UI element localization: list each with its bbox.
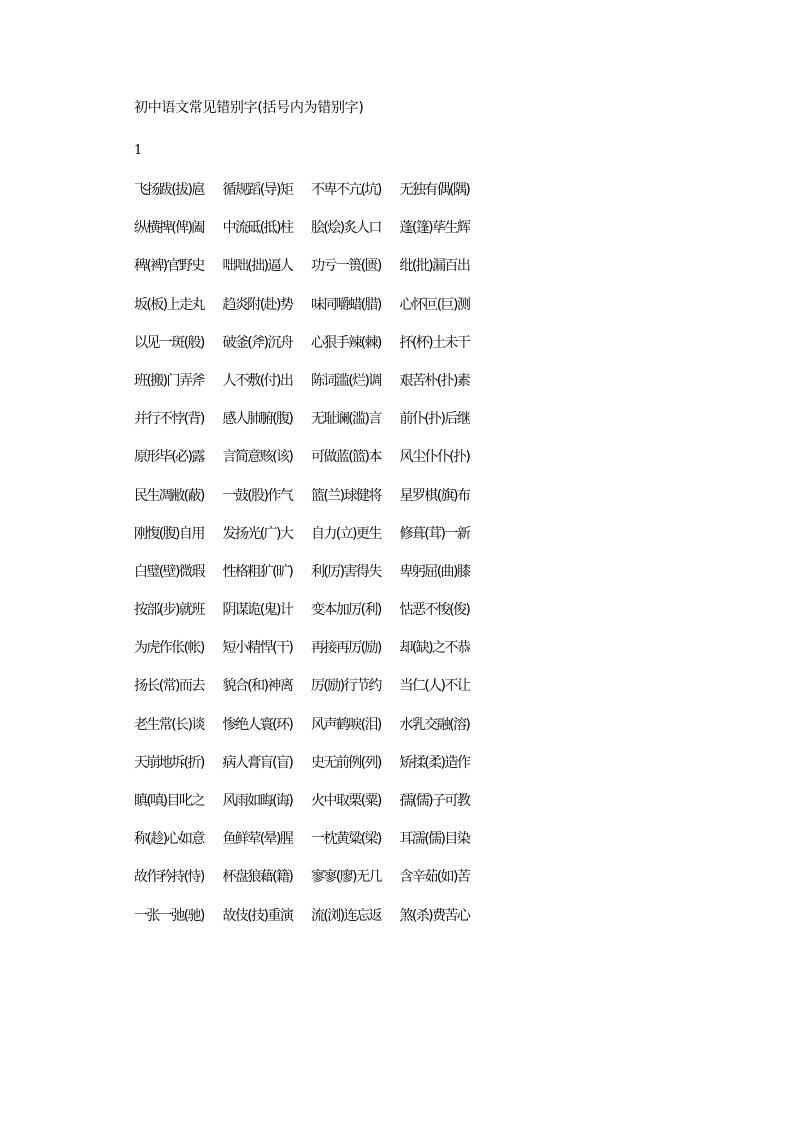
word-entry: 原形毕(必)露 <box>134 449 204 466</box>
word-entry: 病人膏肓(盲) <box>222 754 293 771</box>
word-entry: 心狠手辣(棘) <box>311 334 381 351</box>
word-entry: 无独有偶(隅) <box>399 182 470 198</box>
word-entry: 卑躬屈(曲)膝 <box>399 563 470 580</box>
word-entry: 天崩地坼(折) <box>134 754 204 771</box>
word-row <box>134 181 494 219</box>
word-entry: 变本加厉(利) <box>311 602 381 619</box>
word-row <box>134 219 494 257</box>
word-entry: 心怀叵(巨)测 <box>399 296 470 313</box>
word-entry: 咄咄(拙)逼人 <box>222 258 293 275</box>
word-entry: 火中取栗(粟) <box>311 793 381 809</box>
word-entry: 故作矜持(恃) <box>134 869 204 886</box>
word-row <box>134 487 494 525</box>
word-entry: 以见一斑(般) <box>134 334 204 351</box>
word-entry: 貌合(和)神离 <box>222 678 293 695</box>
word-entry: 鱼鲜荤(晕)腥 <box>222 831 293 848</box>
word-entry: 人不敷(付)出 <box>222 372 293 389</box>
word-entry: 纰(批)漏百出 <box>399 258 470 275</box>
word-row <box>134 410 494 448</box>
word-entry: 扬长(常)而去 <box>134 678 204 695</box>
word-entry: 孺(儒)子可教 <box>399 793 470 809</box>
word-entry: 怙恶不悛(俊) <box>399 602 470 619</box>
word-entry: 一枕黄粱(梁) <box>311 831 381 848</box>
word-row <box>134 716 494 754</box>
word-row <box>134 525 494 563</box>
word-entry: 循规蹈(导)矩 <box>222 182 293 198</box>
word-entry: 性格粗犷(旷) <box>222 563 293 580</box>
word-entry: 可做蓝(篮)本 <box>311 449 381 466</box>
word-entry: 水乳交融(溶) <box>399 716 470 733</box>
word-entry: 为虎作伥(帐) <box>134 640 204 657</box>
word-entry: 自力(立)更生 <box>311 525 381 542</box>
word-entry: 杯盘狼藉(籍) <box>222 869 293 886</box>
word-entry: 矫揉(柔)造作 <box>399 754 470 771</box>
word-entry: 一鼓(股)作气 <box>222 487 293 504</box>
word-row <box>134 639 494 677</box>
word-entry: 感人肺腑(腹) <box>222 411 293 428</box>
word-entry: 班(搬)门弄斧 <box>134 372 204 389</box>
word-entry: 味同嚼蜡(腊) <box>311 296 381 313</box>
word-entry: 发扬光(广)大 <box>222 525 293 542</box>
word-entry: 脍(烩)炙人口 <box>311 220 381 237</box>
word-row <box>134 563 494 601</box>
word-entry: 厉(励)行节约 <box>311 678 381 695</box>
word-row <box>134 907 494 945</box>
word-entry: 史无前例(列) <box>311 754 381 771</box>
word-row <box>134 372 494 410</box>
word-entry: 短小精悍(干) <box>222 640 293 657</box>
word-list <box>134 181 494 945</box>
word-entry: 蓬(篷)荜生辉 <box>399 220 470 237</box>
word-entry: 寥寥(廖)无几 <box>311 869 381 886</box>
word-row <box>134 754 494 792</box>
word-entry: 故伎(技)重演 <box>222 907 293 924</box>
word-entry: 煞(杀)费苦心 <box>399 907 470 924</box>
word-entry: 稗(裨)官野史 <box>134 258 204 275</box>
word-entry: 纵横捭(俾)阖 <box>134 220 204 237</box>
word-entry: 风尘仆仆(扑) <box>399 449 470 466</box>
word-entry: 刚愎(腹)自用 <box>134 525 204 542</box>
word-entry: 瞋(嗔)目叱之 <box>134 793 204 809</box>
word-entry: 前仆(扑)后继 <box>399 411 470 428</box>
word-row <box>134 257 494 295</box>
word-entry: 当仁(人)不让 <box>399 678 470 695</box>
word-entry: 破釜(斧)沉舟 <box>222 334 293 351</box>
word-row <box>134 448 494 486</box>
document-title: 初中语文常见错别字(括号内为错别字) <box>134 100 364 116</box>
word-entry: 功亏一篑(匮) <box>311 258 381 275</box>
word-entry: 飞扬跋(拔)扈 <box>134 182 204 198</box>
word-entry: 利(厉)害得失 <box>311 563 381 580</box>
word-entry: 民生凋敝(蔽) <box>134 487 204 504</box>
word-entry: 不卑不亢(坑) <box>311 182 381 198</box>
word-entry: 阴谋诡(鬼)计 <box>222 602 293 619</box>
word-entry: 坂(板)上走丸 <box>134 296 204 313</box>
word-entry: 艰苦朴(扑)素 <box>399 372 470 389</box>
word-entry: 再接再厉(励) <box>311 640 381 657</box>
word-entry: 中流砥(抵)柱 <box>222 220 293 237</box>
word-row <box>134 868 494 906</box>
word-entry: 风雨如晦(诲) <box>222 793 293 809</box>
word-entry: 惨绝人寰(环) <box>222 716 293 733</box>
section-number: 1 <box>134 143 143 158</box>
word-entry: 言简意赅(该) <box>222 449 293 466</box>
word-row <box>134 296 494 334</box>
word-entry: 趋炎附(赴)势 <box>222 296 293 313</box>
word-entry: 却(缺)之不恭 <box>399 640 470 657</box>
word-entry: 耳濡(儒)目染 <box>399 831 470 848</box>
word-entry: 流(浏)连忘返 <box>311 907 381 924</box>
word-entry: 并行不悖(背) <box>134 411 204 428</box>
word-entry: 无耻谰(滥)言 <box>311 411 381 428</box>
word-row <box>134 677 494 715</box>
word-row <box>134 792 494 830</box>
word-entry: 陈词滥(烂)调 <box>311 372 381 389</box>
word-entry: 含辛茹(如)苦 <box>399 869 470 886</box>
word-row <box>134 830 494 868</box>
word-entry: 风声鹤唳(泪) <box>311 716 381 733</box>
word-entry: 星罗棋(旗)布 <box>399 487 470 504</box>
word-entry: 修葺(茸)一新 <box>399 525 470 542</box>
word-entry: 称(趁)心如意 <box>134 831 204 848</box>
word-entry: 老生常(长)谈 <box>134 716 204 733</box>
word-entry: 白璧(壁)微瑕 <box>134 563 204 580</box>
word-row <box>134 601 494 639</box>
word-entry: 按部(步)就班 <box>134 602 204 619</box>
word-row <box>134 334 494 372</box>
word-entry: 抔(杯)土未干 <box>399 334 470 351</box>
word-entry: 一张一弛(驰) <box>134 907 204 924</box>
word-entry: 篮(兰)球健将 <box>311 487 381 504</box>
